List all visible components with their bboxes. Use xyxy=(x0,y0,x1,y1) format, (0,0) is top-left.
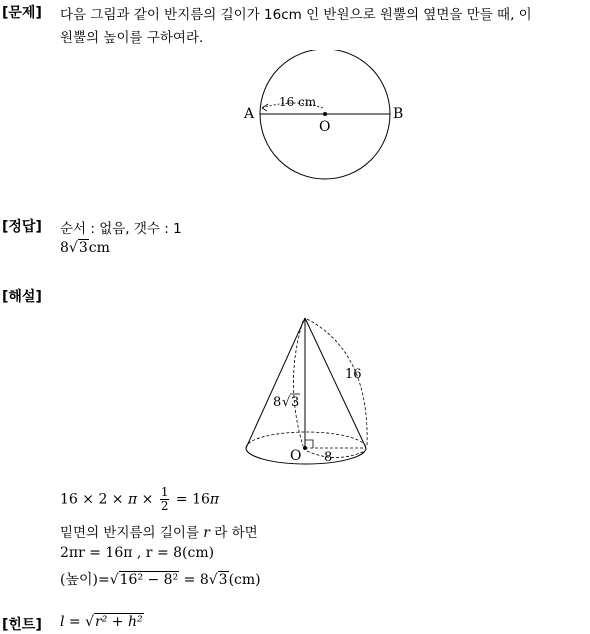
svg-text:√: √ xyxy=(282,395,291,410)
slant-arc xyxy=(307,319,367,446)
answer-info: 순서 : 없음, 갯수 : 1 xyxy=(60,221,182,237)
radius-label: 16 cm xyxy=(279,95,317,109)
center-label: O xyxy=(290,448,302,464)
slant-label: 16 xyxy=(345,367,362,382)
height-radicand: 3 xyxy=(291,395,300,410)
problem-tag: [문제] xyxy=(2,5,42,21)
label-o: O xyxy=(319,119,331,135)
explanation-eq4: (높이)=√16² − 8² = 8√3(cm) xyxy=(60,572,261,588)
explanation-eq1: 16 × 2 × π × $\frac{1}{2}$ = 16π xyxy=(60,485,220,513)
answer-tag: [정답] xyxy=(2,219,42,235)
center-point xyxy=(323,112,327,116)
radius-label-8: 8 xyxy=(324,450,333,465)
label-a: A xyxy=(244,106,255,122)
problem-text-line1: 다음 그림과 같이 반지름의 길이가 16cm 인 반원으로 원뿔의 옆면을 만들 때, 이 xyxy=(60,7,532,23)
cone-left-side xyxy=(246,318,305,448)
hint-tag: [힌트] xyxy=(2,617,42,633)
cone-right-side xyxy=(305,318,366,448)
label-b: B xyxy=(393,106,404,122)
answer-value: 8√3cm xyxy=(60,240,110,256)
explanation-line2: 밑면의 반지름의 길이를 r 라 하면 xyxy=(60,525,258,541)
explanation-tag: [해설] xyxy=(2,289,42,305)
hint-formula: l = √r² + h² xyxy=(60,614,143,630)
height-coef: 8 xyxy=(273,395,282,410)
cone-figure xyxy=(240,312,380,472)
semicircle-figure xyxy=(235,50,415,190)
problem-text-line2: 원뿔의 높이를 구하여라. xyxy=(60,30,204,46)
explanation-eq3: 2πr = 16π , r = 8(cm) xyxy=(60,545,215,561)
